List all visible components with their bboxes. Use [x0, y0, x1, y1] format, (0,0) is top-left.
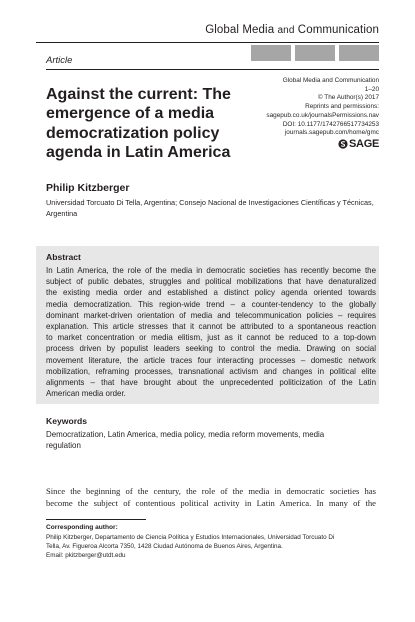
- abstract-line: to market concentration or media elitism, just as it cannot be reduced to a top-down: [46, 333, 376, 343]
- journal-name-part: Communication: [294, 24, 379, 36]
- meta-reprints: Reprints and permissions:: [305, 103, 379, 111]
- header-bar: [251, 45, 291, 61]
- author-name: Philip Kitzberger: [46, 182, 130, 194]
- article-label-rule: [46, 69, 379, 70]
- keywords-heading: Keywords: [46, 416, 88, 426]
- sage-icon: [338, 139, 348, 149]
- meta-journal-link[interactable]: journals.sagepub.com/home/gmc: [284, 129, 379, 137]
- keywords-line: regulation: [46, 441, 81, 451]
- title-line: agenda in Latin America: [46, 143, 231, 161]
- meta-doi[interactable]: DOI: 10.1177/1742766517734253: [282, 120, 379, 128]
- journal-name: [205, 24, 379, 36]
- title-line: democratization policy: [46, 124, 220, 142]
- meta-permissions-link[interactable]: sagepub.co.uk/journalsPermissions.nav: [266, 111, 379, 119]
- meta-copyright: © The Author(s) 2017: [317, 94, 379, 102]
- journal-name-part: and: [277, 25, 295, 36]
- meta-journal: Global Media and Communication: [282, 77, 379, 84]
- sage-logo-text: SAGE: [349, 137, 379, 150]
- abstract-heading: Abstract: [46, 252, 81, 262]
- corresponding-line: Philip Kitzberger, Departamento de Ciencia Política y Estudios Internacionales, Universidad Torcuato Di: [46, 534, 335, 541]
- corresponding-email[interactable]: Email: pkitzberger@utdt.edu: [46, 552, 126, 559]
- abstract-line: movement literature, the article traces four interacting processes – domestic network: [46, 355, 376, 365]
- affiliation-line: Argentina: [46, 209, 78, 218]
- journal-name-part: Global Media: [205, 24, 278, 36]
- header-bar: [339, 45, 379, 61]
- abstract-line: American media order.: [46, 389, 126, 399]
- header-rule: [36, 42, 379, 43]
- author-affiliation: [46, 197, 376, 219]
- publication-meta: [266, 77, 379, 153]
- title-line: Against the current: The: [46, 86, 231, 103]
- keywords-text: [46, 429, 376, 451]
- abstract-line: the existing media order and established a distinct policy agenda oriented towards: [46, 288, 376, 298]
- corresponding-author-heading: Corresponding author:: [46, 524, 118, 531]
- keywords-line: Democratization, Latin America, media policy, media reform movements, media: [46, 430, 325, 439]
- meta-pages: 1–20: [364, 85, 379, 93]
- abstract-text: [46, 265, 376, 399]
- abstract-line: process driven by populist leaders seeking to control the media. Drawing on social: [46, 344, 376, 354]
- abstract-line: mobilization, reframing processes, transnational activism and changes in political elite: [46, 366, 376, 376]
- header-bar: [295, 45, 335, 61]
- sage-logo: [338, 139, 379, 149]
- abstract-line: In Latin America, the role of the media in democratic societies has recently become the: [46, 266, 376, 275]
- header-decoration-bars: [251, 45, 379, 61]
- corresponding-line: Tella, Av. Figueroa Alcorta 7350, 1428 Ciudad Autónoma de Buenos Aires, Argentina.: [46, 543, 283, 550]
- article-type-label: Article: [46, 55, 73, 66]
- body-text: [46, 485, 376, 509]
- body-line: become the subject of contentious political activity in Latin America. In many of the: [46, 498, 376, 508]
- body-line: Since the beginning of the century, the role of the media in democratic societies has: [46, 486, 376, 496]
- title-line: emergence of a media: [46, 105, 215, 123]
- abstract-line: dominant market-driven orientation of media and telecommunication policies – requires: [46, 310, 376, 320]
- abstract-line: media democratization. This region-wide trend – a counter-tendency to the globally: [46, 299, 376, 309]
- article-title: [46, 85, 266, 162]
- footnote-rule: [46, 519, 146, 520]
- abstract-line: alignments – that have brought about the unprecedented politicization of the Latin: [46, 378, 376, 388]
- corresponding-author-details: [46, 533, 376, 560]
- affiliation-line: Universidad Torcuato Di Tella, Argentina; Consejo Nacional de Investigaciones Científicas y Técnicas,: [46, 198, 374, 207]
- abstract-line: explanation. This article stresses that it cannot be attributed to a spontaneous reaction: [46, 322, 376, 332]
- abstract-line: subject of public debates, struggles and political mobilizations that have denaturalized: [46, 277, 376, 287]
